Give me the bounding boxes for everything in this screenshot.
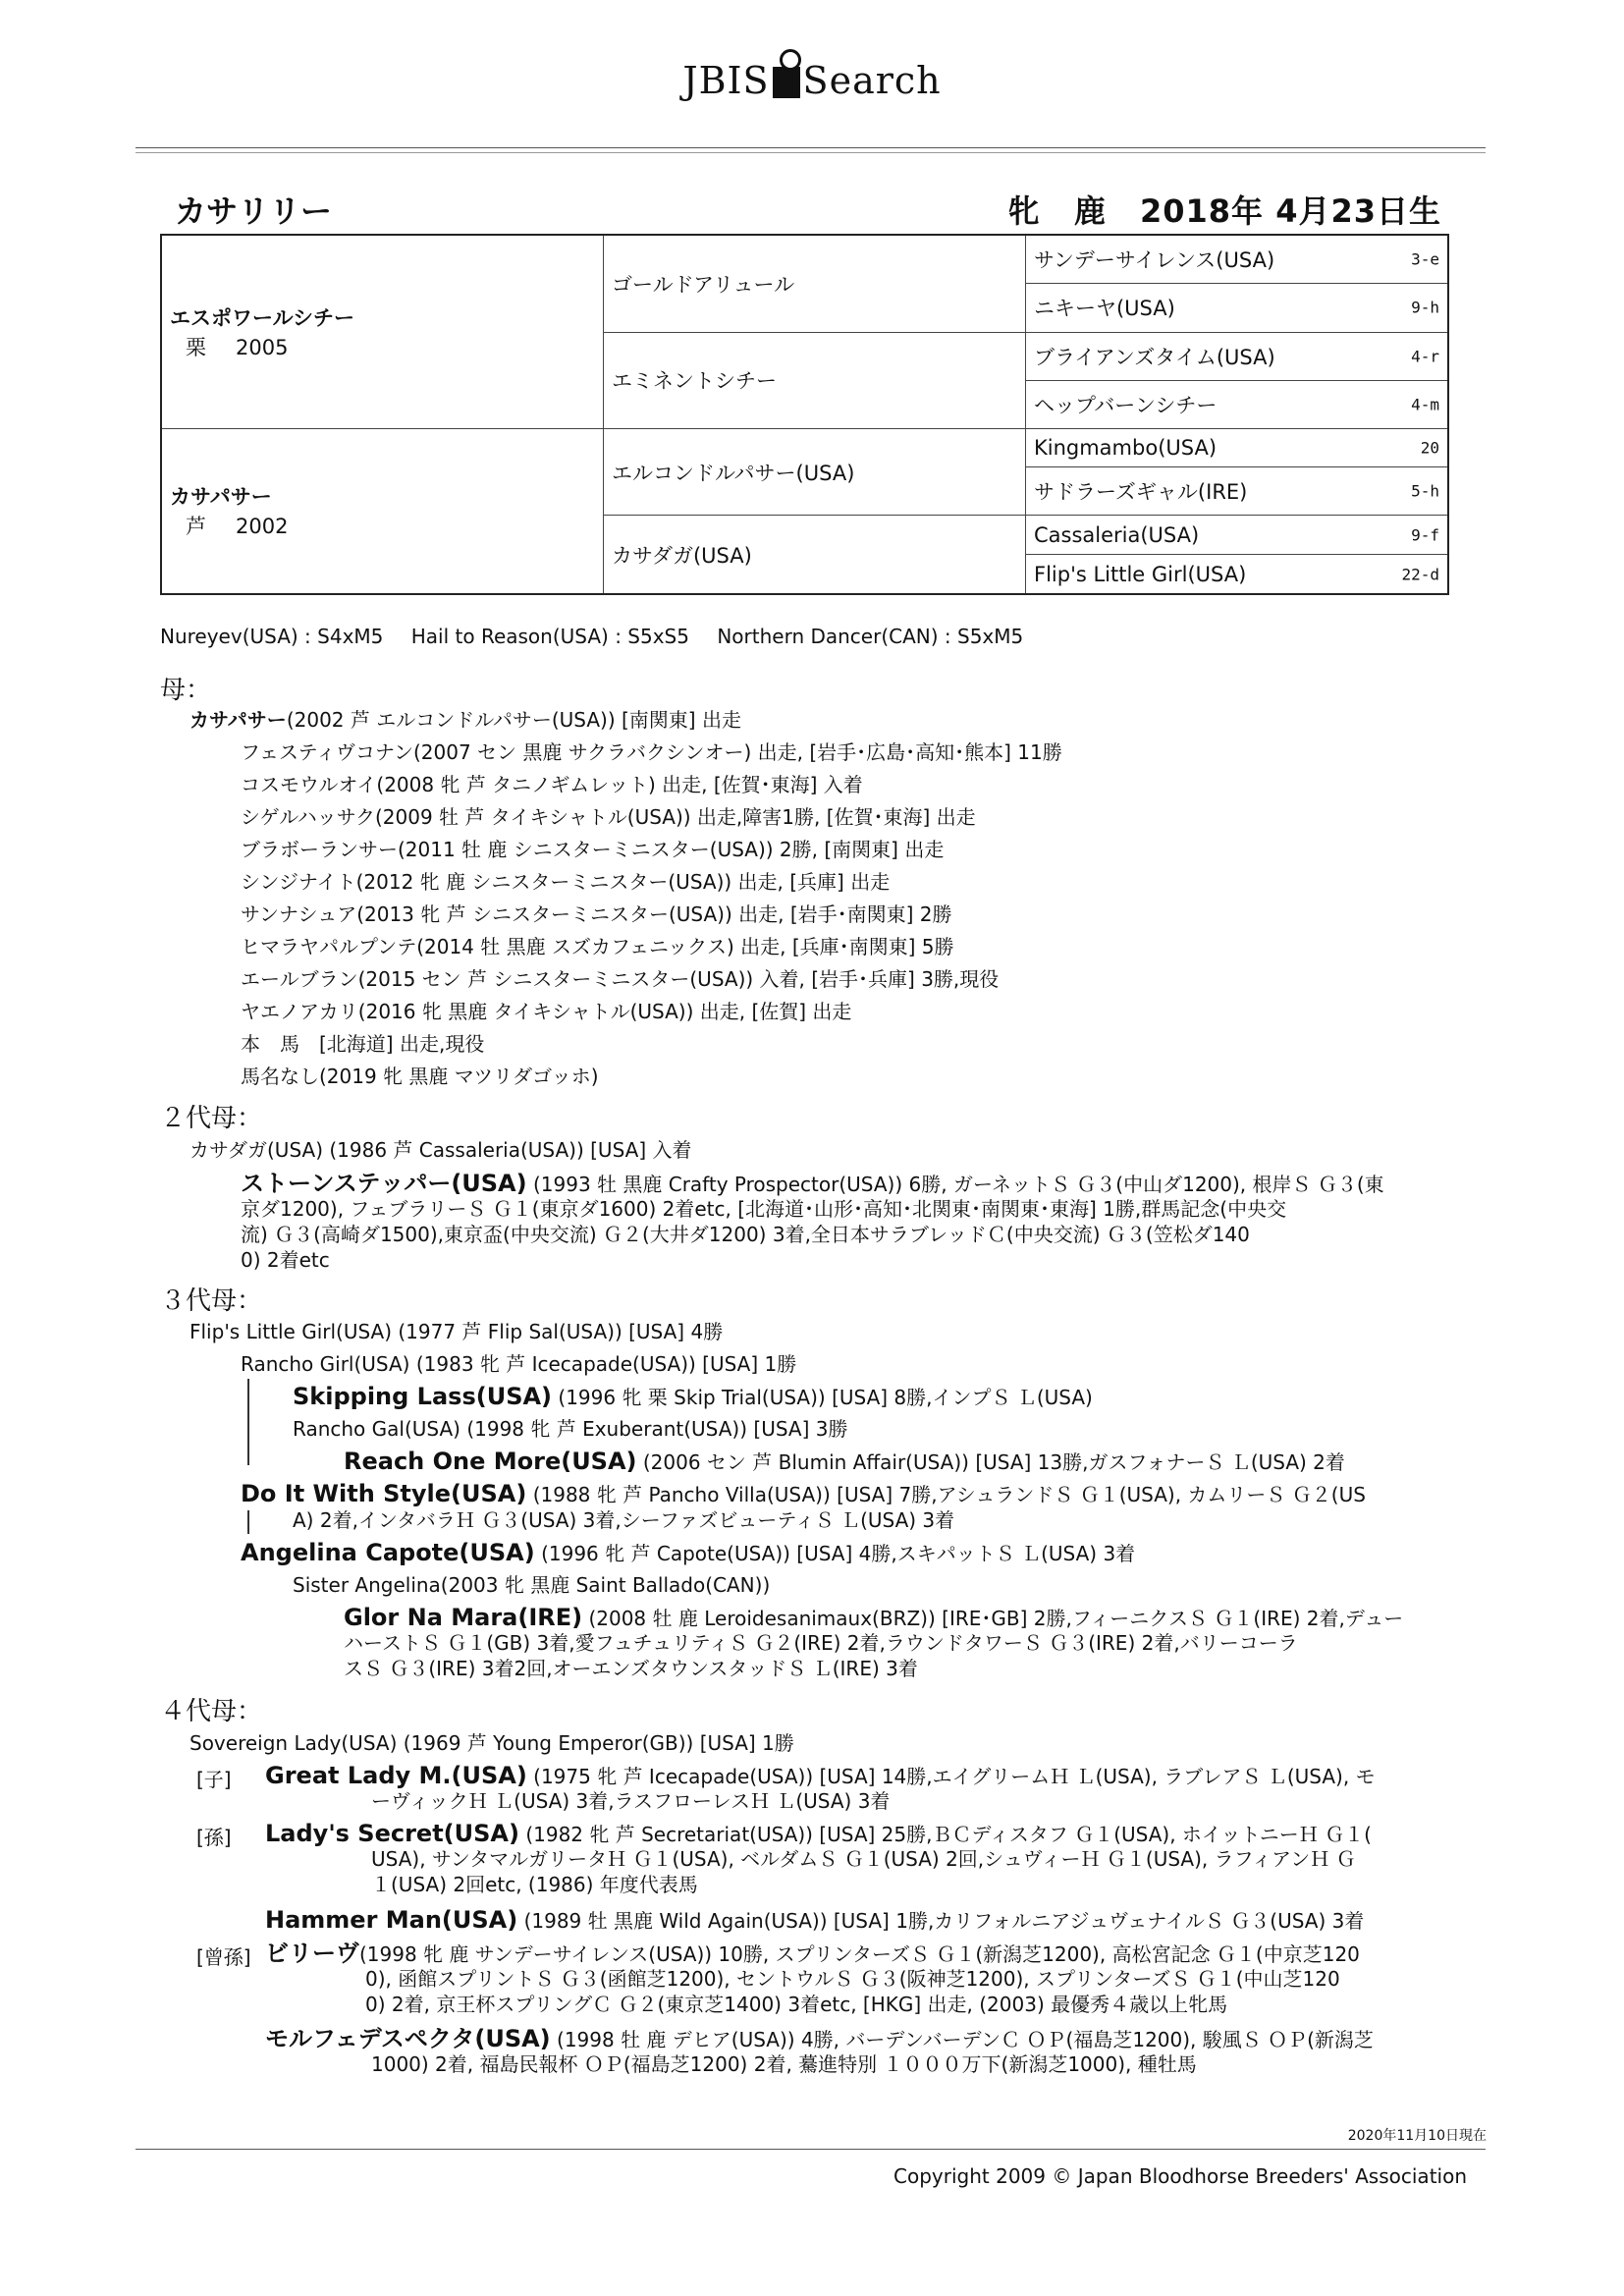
g4-head-line: Sovereign Lady(USA) (1969 芦 Young Emperor(GB)) [USA] 1勝	[189, 1731, 794, 1755]
g3-line: Skipping Lass(USA) (1996 牝 栗 Skip Trial(USA)) [USA] 8勝,インプＳ Ｌ(USA)	[293, 1383, 1093, 1410]
foal-line: ヤエノアカリ(2016 牝 黒鹿 タイキシャトル(USA)) 出走, [佐賀] 出走	[241, 1000, 852, 1023]
foal-line: コスモウルオイ(2008 牝 芦 タニノギムレット) 出走, [佐賀･東海] 入着	[241, 773, 863, 796]
foal-line: 本 馬 [北海道] 出走,現役	[241, 1032, 485, 1056]
section-dam-heading: 母：	[160, 676, 212, 705]
section-g3-heading: ３代母：	[160, 1286, 263, 1316]
sire-cell	[161, 235, 604, 428]
g4-line: ビリーヴ(1998 牝 鹿 サンデーサイレンス(USA)) 10勝, スプリンターズＳ Ｇ１(新潟芝1200), 高松宮記念 Ｇ１(中京芝120	[265, 1940, 1360, 1967]
g4-line: 1000) 2着, 福島民報杯 ＯＰ(福島芝1200) 2着, 驀進特別 １０００万下(新潟芝1000), 種牡馬	[371, 2052, 1197, 2076]
g2-star-line: ストーンステッパー(USA) (1993 牡 黒鹿 Crafty Prospector(USA)) 6勝, ガーネットＳ Ｇ３(中山ダ1200), 根岸Ｓ Ｇ３(東	[241, 1170, 1384, 1197]
dam-name: カサパサー	[170, 485, 272, 510]
g4-line: USA), サンタマルガリータＨ Ｇ１(USA), ベルダムＳ Ｇ１(USA) 2回,シュヴィーＨ Ｇ１(USA), ラフィアンＨ Ｇ	[371, 1847, 1356, 1871]
g2-star-line: 京ダ1200), フェブラリーＳ Ｇ１(東京ダ1600) 2着etc, [北海道･山形･高知･北関東･南関東･東海] 1勝,群馬記念(中央交	[241, 1197, 1287, 1221]
gen3-cell: Flip's Little Girl(USA) 22-d	[1025, 555, 1448, 594]
g3-line: Sister Angelina(2003 牝 黒鹿 Saint Ballado(CAN))	[293, 1573, 771, 1597]
sire-name: エスポワールシチー	[170, 305, 355, 330]
inbreeding-item: Nureyev(USA) : S4xM5	[160, 625, 384, 648]
g3-line: Glor Na Mara(IRE) (2008 牡 鹿 Leroidesanimaux(BRZ)) [IRE･GB] 2勝,フィーニクスＳ Ｇ１(IRE) 2着,デュー	[344, 1604, 1404, 1631]
dam-head-line: カサパサー(2002 芦 エルコンドルパサー(USA)) [南関東] 出走	[189, 708, 741, 732]
g2-star-line: 0) 2着etc	[241, 1248, 330, 1272]
g3-line: ハーストＳ Ｇ１(GB) 3着,愛フュチュリティＳ Ｇ２(IRE) 2着,ラウンドタワーＳ Ｇ３(IRE) 2着,バリーコーラ	[344, 1631, 1298, 1655]
g3-line: Do It With Style(USA) (1988 牝 芦 Pancho Villa(USA)) [USA] 7勝,アシュランドＳ Ｇ１(USA), カムリーＳ Ｇ２(US	[241, 1480, 1366, 1507]
gen2-cell: カサダガ(USA)	[604, 516, 1026, 594]
tag-mago: [孫]	[196, 1826, 232, 1849]
horse-title-row	[175, 187, 1441, 230]
foal-line: フェスティヴコナン(2007 セン 黒鹿 サクラバクシンオー) 出走, [岩手･広島･高知･熊本] 11勝	[241, 740, 1062, 764]
pedigree-table	[160, 234, 1449, 595]
gen3-cell: ヘップバーンシチー 4-m	[1025, 380, 1448, 428]
gen2-cell: ゴールドアリュール	[604, 235, 1026, 332]
g4-line: 0) 2着, 京王杯スプリングＣ Ｇ２(東京芝1400) 3着etc, [HKG] 出走, (2003) 最優秀４歳以上牝馬	[365, 1993, 1228, 2016]
horse-info	[987, 187, 1441, 232]
horse-color: 鹿	[1073, 192, 1107, 230]
gen3-cell: Kingmambo(USA) 20	[1025, 428, 1448, 467]
lineage-bar	[247, 1510, 249, 1534]
gen3-cell: ニキーヤ(USA) 9-h	[1025, 284, 1448, 332]
jbis-logo	[0, 59, 1624, 102]
g4-line: Lady's Secret(USA) (1982 牝 芦 Secretariat(USA)) [USA] 25勝,ＢＣディスタフ Ｇ１(USA), ホイットニーＨ Ｇ１(	[265, 1820, 1372, 1847]
g3-line: Rancho Gal(USA) (1998 牝 芦 Exuberant(USA)) [USA] 3勝	[293, 1417, 848, 1441]
footer-rule	[135, 2149, 1486, 2150]
gen2-cell: エルコンドルパサー(USA)	[604, 428, 1026, 516]
foal-line: シゲルハッサク(2009 牡 芦 タイキシャトル(USA)) 出走,障害1勝, [佐賀･東海] 出走	[241, 805, 976, 829]
g3-line: Reach One More(USA) (2006 セン 芦 Blumin Affair(USA)) [USA] 13勝,ガスフォナーＳ Ｌ(USA) 2着	[344, 1448, 1345, 1475]
g2-star-line: 流) Ｇ３(高崎ダ1500),東京盃(中央交流) Ｇ２(大井ダ1200) 3着,全日本サラブレッドＣ(中央交流) Ｇ３(笠松ダ140	[241, 1223, 1250, 1246]
horse-birth: 2018年 4月23日生	[1139, 192, 1441, 230]
horse-name: カサリリー	[175, 192, 333, 230]
foal-line: ブラボーランサー(2011 牡 鹿 シニスターミニスター(USA)) 2勝, [南関東] 出走	[241, 838, 945, 861]
logo-right: Search	[802, 59, 942, 102]
gen3-cell: ブライアンズタイム(USA) 4-r	[1025, 332, 1448, 380]
logo-horse-icon	[773, 67, 800, 98]
g3-line: Angelina Capote(USA) (1996 牝 芦 Capote(USA)) [USA] 4勝,スキパットＳ Ｌ(USA) 3着	[241, 1539, 1136, 1566]
g3-line: Rancho Girl(USA) (1983 牝 芦 Icecapade(USA)) [USA] 1勝	[241, 1352, 797, 1376]
gen3-cell: Cassaleria(USA) 9-f	[1025, 516, 1448, 555]
copyright: Copyright 2009 © Japan Bloodhorse Breeders' Association	[893, 2164, 1467, 2188]
inbreeding-item: Northern Dancer(CAN) : S5xM5	[717, 625, 1024, 648]
tag-himago: [曾孫]	[196, 1945, 251, 1969]
section-g2-heading: ２代母：	[160, 1104, 263, 1133]
dam-year: 2002	[236, 515, 289, 539]
header-rule	[135, 147, 1486, 148]
foal-line: 馬名なし(2019 牝 黒鹿 マツリダゴッホ)	[241, 1065, 599, 1088]
logo-left: JBIS	[682, 59, 770, 102]
g2-head-line: カサダガ(USA) (1986 芦 Cassaleria(USA)) [USA] 入着	[189, 1138, 692, 1162]
dam-color: 芦	[186, 515, 206, 539]
as-of-date: 2020年11月10日現在	[1347, 2128, 1487, 2144]
foal-line: シンジナイト(2012 牝 鹿 シニスターミニスター(USA)) 出走, [兵庫] 出走	[241, 870, 891, 894]
sire-color: 栗	[186, 335, 206, 359]
foal-line: サンナシュア(2013 牝 芦 シニスターミニスター(USA)) 出走, [岩手･南関東] 2勝	[241, 902, 952, 926]
gen2-cell: エミネントシチー	[604, 332, 1026, 428]
g3-head-line: Flip's Little Girl(USA) (1977 芦 Flip Sal(USA)) [USA] 4勝	[189, 1320, 724, 1343]
sire-year: 2005	[236, 335, 289, 359]
g4-line: モルフェデスペクタ(USA) (1998 牡 鹿 デヒア(USA)) 4勝, バーデンバーデンＣ ＯＰ(福島芝1200), 駿風Ｓ ＯＰ(新潟芝	[265, 2025, 1374, 2052]
foal-line: ヒマラヤパルプンテ(2014 牡 黒鹿 スズカフェニックス) 出走, [兵庫･南関東] 5勝	[241, 935, 954, 958]
gen3-cell: サンデーサイレンス(USA) 3-e	[1025, 235, 1448, 284]
inbreeding-item: Hail to Reason(USA) : S5xS5	[410, 625, 689, 648]
foal-line: エールブラン(2015 セン 芦 シニスターミニスター(USA)) 入着, [岩手･兵庫] 3勝,現役	[241, 967, 1000, 991]
horse-sex: 牝	[1007, 192, 1041, 230]
g4-line: １(USA) 2回etc, (1986) 年度代表馬	[371, 1873, 698, 1896]
g3-line: スＳ Ｇ３(IRE) 3着2回,オーエンズタウンスタッドＳ Ｌ(IRE) 3着	[344, 1657, 918, 1680]
g4-line: Hammer Man(USA) (1989 牡 黒鹿 Wild Again(USA)) [USA] 1勝,カリフォルニアジュヴェナイルＳ Ｇ３(USA) 3着	[265, 1906, 1365, 1934]
dam-cell	[161, 428, 604, 594]
header-rule-2	[135, 152, 1486, 153]
section-g4-heading: ４代母：	[160, 1697, 263, 1726]
g4-line: 0), 函館スプリントＳ Ｇ３(函館芝1200), セントウルＳ Ｇ３(阪神芝1200), スプリンターズＳ Ｇ１(中山芝120	[365, 1967, 1340, 1991]
g3-line: A) 2着,インタバラＨ Ｇ３(USA) 3着,シーファズビューティＳ Ｌ(USA) 3着	[293, 1508, 955, 1532]
g4-line: ーヴィックＨ Ｌ(USA) 3着,ラスフローレスＨ Ｌ(USA) 3着	[371, 1789, 891, 1813]
g4-line: Great Lady M.(USA) (1975 牝 芦 Icecapade(USA)) [USA] 14勝,エイグリームＨ Ｌ(USA), ラブレアＳ Ｌ(USA), モ	[265, 1762, 1376, 1789]
tag-ko: [子]	[196, 1768, 232, 1791]
lineage-bar	[247, 1379, 249, 1465]
inbreeding-line	[160, 625, 1045, 648]
gen3-cell: サドラーズギャル(IRE) 5-h	[1025, 467, 1448, 516]
